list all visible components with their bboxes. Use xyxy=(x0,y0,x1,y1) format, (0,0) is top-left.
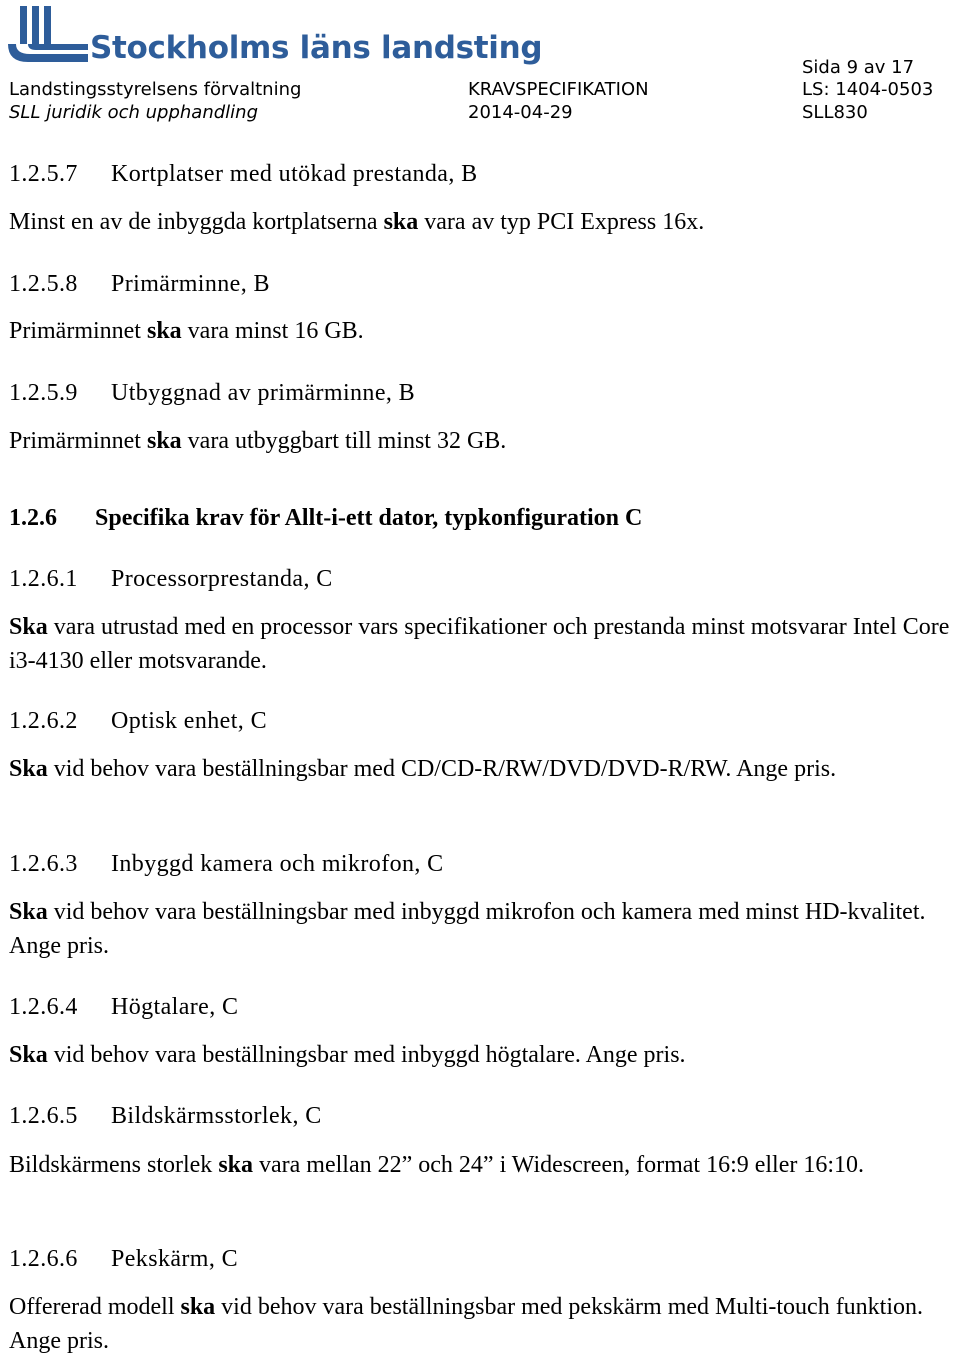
header-doc-code: SLL830 xyxy=(802,102,868,123)
section-title: Utbyggnad av primärminne, B xyxy=(111,380,416,406)
header-date: 2014-04-29 xyxy=(468,102,573,123)
section-number: 1.2.5.8 xyxy=(9,271,78,297)
header-org-unit: Landstingsstyrelsens förvaltning xyxy=(9,79,302,100)
section-title: Primärminne, B xyxy=(111,271,270,297)
requirement-keyword: Ska xyxy=(9,1042,48,1068)
section-number: 1.2.5.7 xyxy=(9,161,78,187)
requirement-keyword: ska xyxy=(383,209,419,235)
section-number: 1.2.6.1 xyxy=(9,566,78,592)
section-body: Ska vid behov vara beställningsbar med CD/CD-R/RW/DVD/DVD-R/RW. Ange pris. xyxy=(9,756,837,782)
section-heading xyxy=(9,377,415,409)
section-body: Offererad modell ska vid behov vara beställningsbar med pekskärm med Multi-touch funktion. Ange pris. xyxy=(9,1294,924,1354)
section-heading xyxy=(9,848,444,880)
section-body: Ska vara utrustad med en processor vars specifikationer och prestanda minst motsvarar Intel Core i3-4130 eller motsvarande. xyxy=(9,614,950,674)
section-title: Kortplatser med utökad prestanda, B xyxy=(111,161,478,187)
section-heading xyxy=(9,158,478,190)
section-heading xyxy=(9,563,333,595)
section-number: 1.2.5.9 xyxy=(9,380,78,406)
requirement-keyword: Ska xyxy=(9,756,48,782)
sll-logo-icon xyxy=(8,4,88,66)
header-department: SLL juridik och upphandling xyxy=(9,102,258,123)
section-title: Inbyggd kamera och mikrofon, C xyxy=(111,851,444,877)
section-heading xyxy=(9,991,238,1023)
section-heading xyxy=(9,1100,322,1132)
requirement-keyword: ska xyxy=(146,318,182,344)
header-case-number: LS: 1404-0503 xyxy=(802,79,934,100)
requirement-keyword: Ska xyxy=(9,899,48,925)
major-heading xyxy=(9,502,642,534)
section-number: 1.2.6.2 xyxy=(9,708,78,734)
section-heading xyxy=(9,268,270,300)
section-heading xyxy=(9,705,267,737)
section-title: Bildskärmsstorlek, C xyxy=(111,1103,322,1129)
section-title: Högtalare, C xyxy=(111,994,239,1020)
section-number: 1.2.6.6 xyxy=(9,1246,78,1272)
section-number: 1.2.6.5 xyxy=(9,1103,78,1129)
section-body: Bildskärmens storlek ska vara mellan 22” och 24” i Widescreen, format 16:9 eller 16:10. xyxy=(9,1152,865,1178)
section-body: Ska vid behov vara beställningsbar med inbyggd mikrofon och kamera med minst HD-kvalitet. Ange pris. xyxy=(9,899,926,959)
section-heading xyxy=(9,1243,238,1275)
section-number: 1.2.6.4 xyxy=(9,994,78,1020)
section-title: Pekskärm, C xyxy=(111,1246,239,1272)
org-name: Stockholms läns landsting xyxy=(90,30,543,66)
section-body: Minst en av de inbyggda kortplatserna ska vara av typ PCI Express 16x. xyxy=(9,209,705,235)
header-doc-type: KRAVSPECIFIKATION xyxy=(468,79,649,100)
section-body: Primärminnet ska vara minst 16 GB. xyxy=(9,318,364,344)
section-body: Primärminnet ska vara utbyggbart till minst 32 GB. xyxy=(9,428,507,454)
requirement-keyword: ska xyxy=(218,1152,253,1178)
section-title: Optisk enhet, C xyxy=(111,708,267,734)
section-title: Processorprestanda, C xyxy=(111,566,333,592)
section-number: 1.2.6.3 xyxy=(9,851,78,877)
major-heading-title: Specifika krav för Allt-i-ett dator, typkonfiguration C xyxy=(95,505,643,531)
requirement-keyword: ska xyxy=(180,1294,216,1320)
section-body: Ska vid behov vara beställningsbar med inbyggd högtalare. Ange pris. xyxy=(9,1042,686,1068)
major-heading-number: 1.2.6 xyxy=(9,505,57,531)
page-label: Sida 9 av 17 xyxy=(802,57,915,78)
requirement-keyword: Ska xyxy=(9,614,48,640)
requirement-keyword: ska xyxy=(146,428,182,454)
